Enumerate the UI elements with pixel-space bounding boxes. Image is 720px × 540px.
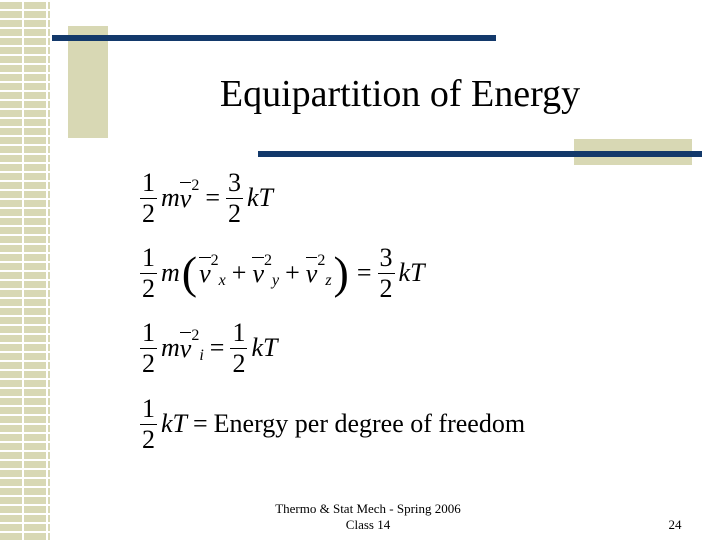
- fraction-one-half: [140, 167, 157, 228]
- fraction-one-half-rhs: [230, 317, 247, 378]
- fraction-one-half: [140, 393, 157, 454]
- left-stripe-decoration: [0, 0, 51, 540]
- equation-kinetic-energy: [140, 166, 273, 230]
- symbol-kT: kT: [247, 183, 273, 212]
- numerator: 1: [142, 242, 155, 272]
- numerator: 1: [142, 393, 155, 423]
- equals-sign: =: [193, 409, 208, 438]
- symbol-vx: v: [199, 259, 211, 288]
- exponent: 2: [263, 252, 272, 269]
- numerator: 1: [142, 167, 155, 197]
- footer-class-line: Class 14: [345, 517, 391, 532]
- symbol-mass: m: [161, 333, 180, 362]
- top-accent-bar: [52, 35, 496, 41]
- plus-sign: +: [231, 258, 247, 287]
- equals-sign: =: [205, 183, 220, 212]
- slide-footer: [250, 501, 486, 533]
- subscript-z: z: [325, 272, 332, 289]
- fraction-three-halves: [378, 242, 395, 303]
- equals-sign: =: [209, 333, 225, 362]
- right-parenthesis: ): [333, 247, 349, 298]
- symbol-velocity-mean: v: [179, 184, 192, 213]
- denominator: 2: [379, 273, 393, 303]
- numerator: 1: [232, 317, 246, 347]
- exponent: 2: [191, 177, 200, 194]
- denominator: 2: [142, 424, 155, 454]
- subscript-i: i: [199, 347, 204, 364]
- page-number: 24: [668, 517, 682, 532]
- subscript-x: x: [218, 272, 226, 289]
- slide-title: Equipartition of Energy: [219, 73, 581, 115]
- exponent: 2: [210, 252, 219, 269]
- denominator: 2: [142, 198, 155, 228]
- exponent: 2: [191, 327, 200, 344]
- equation-single-component: [140, 316, 277, 380]
- title-accent-block: [68, 26, 108, 138]
- numerator: 3: [379, 242, 393, 272]
- symbol-vz: v: [305, 259, 318, 288]
- plus-sign: +: [285, 258, 300, 287]
- symbol-vi: v: [179, 334, 192, 363]
- symbol-mass: m: [161, 258, 180, 287]
- symbol-vy: v: [252, 259, 264, 288]
- symbol-kT: kT: [161, 409, 187, 438]
- denominator: 2: [228, 198, 241, 228]
- numerator: 3: [228, 167, 241, 197]
- equation-energy-per-degree: [140, 392, 525, 456]
- subscript-y: y: [271, 272, 280, 289]
- equation-velocity-components: [140, 241, 425, 305]
- left-parenthesis: (: [181, 247, 198, 298]
- equals-sign: =: [356, 258, 372, 287]
- fraction-one-half: [140, 242, 157, 303]
- energy-per-degree-text: Energy per degree of freedom: [213, 409, 526, 438]
- exponent: 2: [317, 252, 326, 269]
- symbol-kT: kT: [398, 258, 425, 287]
- fraction-three-halves: [226, 167, 243, 228]
- fraction-one-half: [140, 317, 157, 378]
- symbol-mass: m: [161, 183, 180, 212]
- footer-course-line: Thermo & Stat Mech - Spring 2006: [275, 501, 461, 516]
- numerator: 1: [142, 317, 155, 347]
- title-divider-bar: [258, 151, 702, 157]
- symbol-kT: kT: [251, 333, 278, 362]
- denominator: 2: [232, 348, 246, 378]
- denominator: 2: [142, 273, 155, 303]
- denominator: 2: [142, 348, 155, 378]
